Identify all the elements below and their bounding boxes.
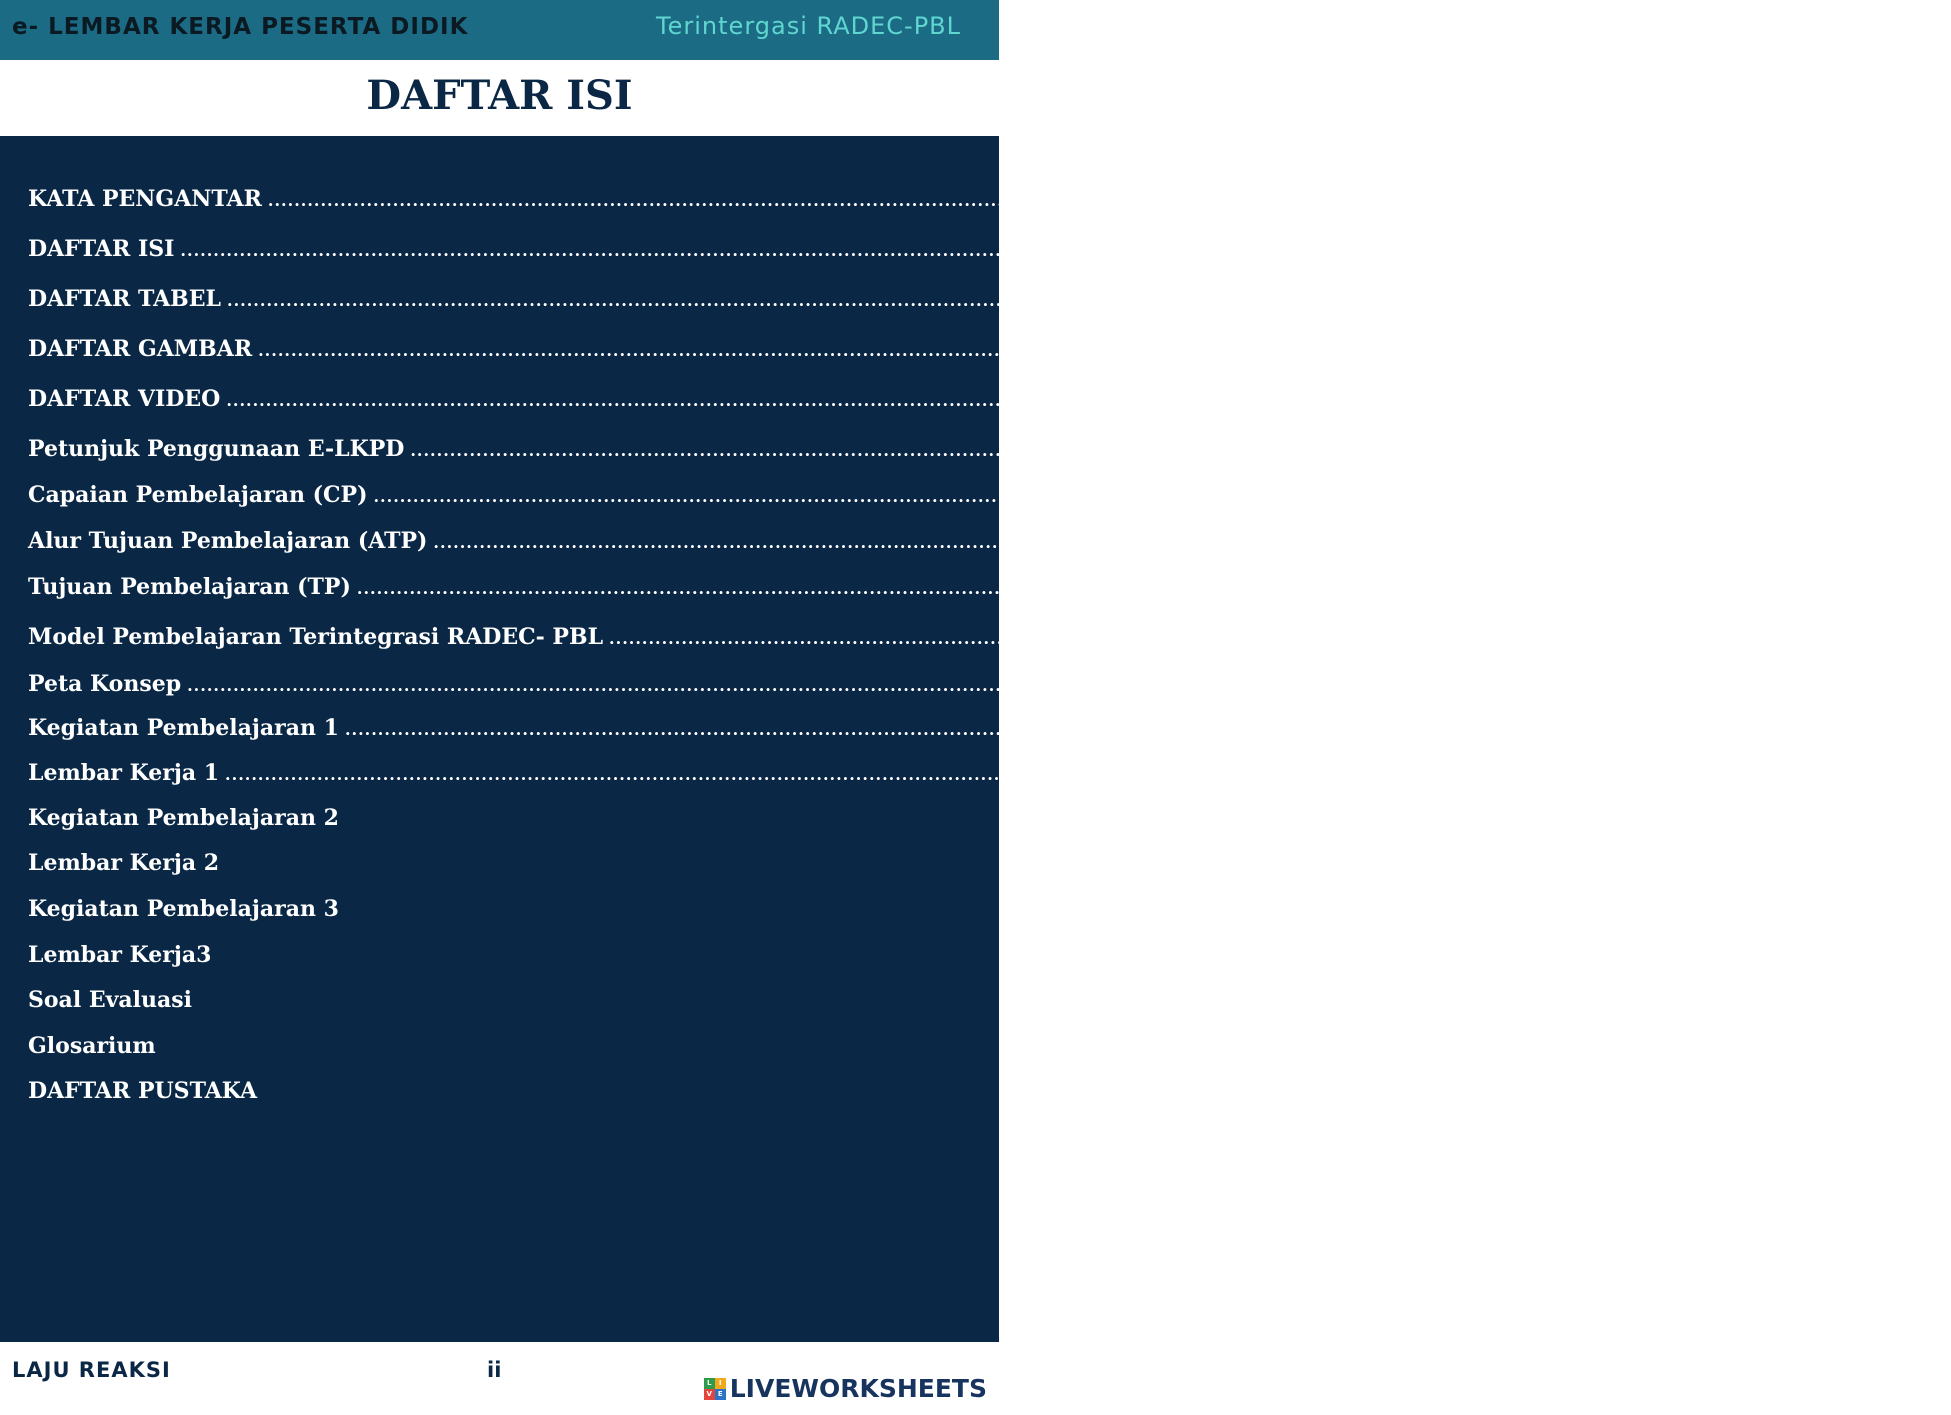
footer-page-number: ii: [487, 1358, 502, 1382]
toc-dot-leader: ........................................................................................................................................................................................................: [258, 341, 1573, 360]
page-title: DAFTAR ISI: [366, 72, 633, 119]
toc-dot-leader: ........................................................................................................................................................................................................: [180, 241, 1495, 260]
toc-entry: [28, 528, 1783, 564]
toc-entry-label: DAFTAR ISI: [28, 236, 175, 262]
page-header: [0, 0, 999, 60]
toc-entry-label: Petunjuk Penggunaan E-LKPD: [28, 436, 405, 462]
toc-entry-label: DAFTAR TABEL: [28, 286, 222, 312]
logo-square: I: [715, 1378, 726, 1389]
toc-entry: [28, 987, 956, 1023]
logo-square: E: [715, 1389, 726, 1400]
toc-entry: [28, 671, 1521, 707]
toc-entry-page: vi: [1730, 436, 1752, 462]
toc-entry: [28, 386, 1560, 422]
toc-entry: [28, 286, 1573, 322]
toc-entry-label: Lembar Kerja3: [28, 942, 212, 968]
toc-dot-leader: ........................................................................................................................................................................................................: [410, 441, 1725, 460]
toc-dot-leader: ........................................................................................................................................................................................................: [609, 629, 1924, 648]
toc-entry-label: Kegiatan Pembelajaran 3: [28, 896, 339, 922]
toc-entry: [28, 624, 1951, 660]
logo-grid-icon: [704, 1378, 726, 1400]
toc-entry: [28, 236, 1518, 272]
toc-entry-page: iv: [1578, 336, 1600, 362]
header-left-title: e- LEMBAR KERJA PESERTA DIDIK: [12, 14, 469, 40]
toc-entry: [28, 896, 956, 932]
toc-entry-page: iii: [1547, 286, 1573, 312]
toc-entry-label: KATA PENGANTAR: [28, 186, 262, 212]
toc-entry-page: 1: [1665, 715, 1681, 741]
toc-entry-label: Glosarium: [28, 1033, 156, 1059]
toc-entry-label: Capaian Pembelajaran (CP): [28, 482, 368, 508]
toc-entry-page: v: [1546, 386, 1560, 412]
toc-entry-label: Kegiatan Pembelajaran 2: [28, 805, 339, 831]
toc-dot-leader: ........................................................................................................................................................................................................: [344, 720, 1660, 739]
toc-entry-label: Model Pembelajaran Terintegrasi RADEC- PBL: [28, 624, 604, 650]
toc-entry: [28, 715, 1681, 751]
toc-dot-leader: ........................................................................................................................................................................................................: [373, 487, 1688, 506]
toc-dot-leader: ........................................................................................................................................................................................................: [227, 291, 1542, 310]
toc-entry-page: 11: [1545, 760, 1576, 786]
toc-entry-page: vii: [1693, 482, 1724, 508]
toc-entry-label: Lembar Kerja 1: [28, 760, 220, 786]
toc-entry-label: DAFTAR PUSTAKA: [28, 1078, 258, 1104]
toc-entry-label: Kegiatan Pembelajaran 1: [28, 715, 339, 741]
toc-entry: [28, 942, 956, 978]
toc-entry-label: Alur Tujuan Pembelajaran (ATP): [28, 528, 428, 554]
toc-entry-label: DAFTAR VIDEO: [28, 386, 221, 412]
toc-entry-page: i: [1587, 186, 1597, 212]
toc-dot-leader: ........................................................................................................................................................................................................: [433, 533, 1748, 552]
toc-entry: [28, 805, 956, 841]
logo-square: V: [704, 1389, 715, 1400]
toc-entry-page: ix: [1929, 624, 1951, 650]
toc-entry: [28, 482, 1724, 518]
toc-entry: [28, 186, 1597, 222]
liveworksheets-logo: [704, 1374, 987, 1403]
toc-entry-page: vii: [1753, 528, 1783, 554]
logo-square: L: [704, 1378, 715, 1389]
toc-entry-label: Lembar Kerja 2: [28, 850, 220, 876]
toc-entry-label: DAFTAR GAMBAR: [28, 336, 253, 362]
header-right-title: Terintergasi RADEC-PBL: [656, 12, 961, 40]
toc-dot-leader: ........................................................................................................................................................................................................: [356, 579, 1671, 598]
toc-dot-leader: ........................................................................................................................................................................................................: [267, 191, 1582, 210]
logo-text: LIVEWORKSHEETS: [729, 1374, 987, 1403]
toc-dot-leader: ........................................................................................................................................................................................................: [225, 765, 1540, 784]
toc-entry: [28, 760, 1576, 796]
table-of-contents: [0, 136, 1951, 1342]
toc-entry: [28, 574, 1715, 610]
toc-panel: [0, 136, 1951, 1342]
footer-topic: LAJU REAKSI: [12, 1358, 171, 1382]
toc-entry-page: viii: [1676, 574, 1715, 600]
toc-entry: [28, 850, 956, 886]
toc-entry-page: x: [1507, 671, 1521, 697]
toc-entry-label: Peta Konsep: [28, 671, 182, 697]
toc-entry-page: ii: [1500, 236, 1518, 262]
toc-entry: [28, 1078, 956, 1114]
toc-entry-label: Tujuan Pembelajaran (TP): [28, 574, 351, 600]
toc-entry: [28, 1033, 956, 1069]
toc-entry: [28, 336, 1600, 372]
toc-dot-leader: ........................................................................................................................................................................................................: [226, 391, 1541, 410]
toc-entry-label: Soal Evaluasi: [28, 987, 192, 1013]
toc-entry: [28, 436, 1752, 472]
toc-dot-leader: ........................................................................................................................................................................................................: [187, 676, 1502, 695]
